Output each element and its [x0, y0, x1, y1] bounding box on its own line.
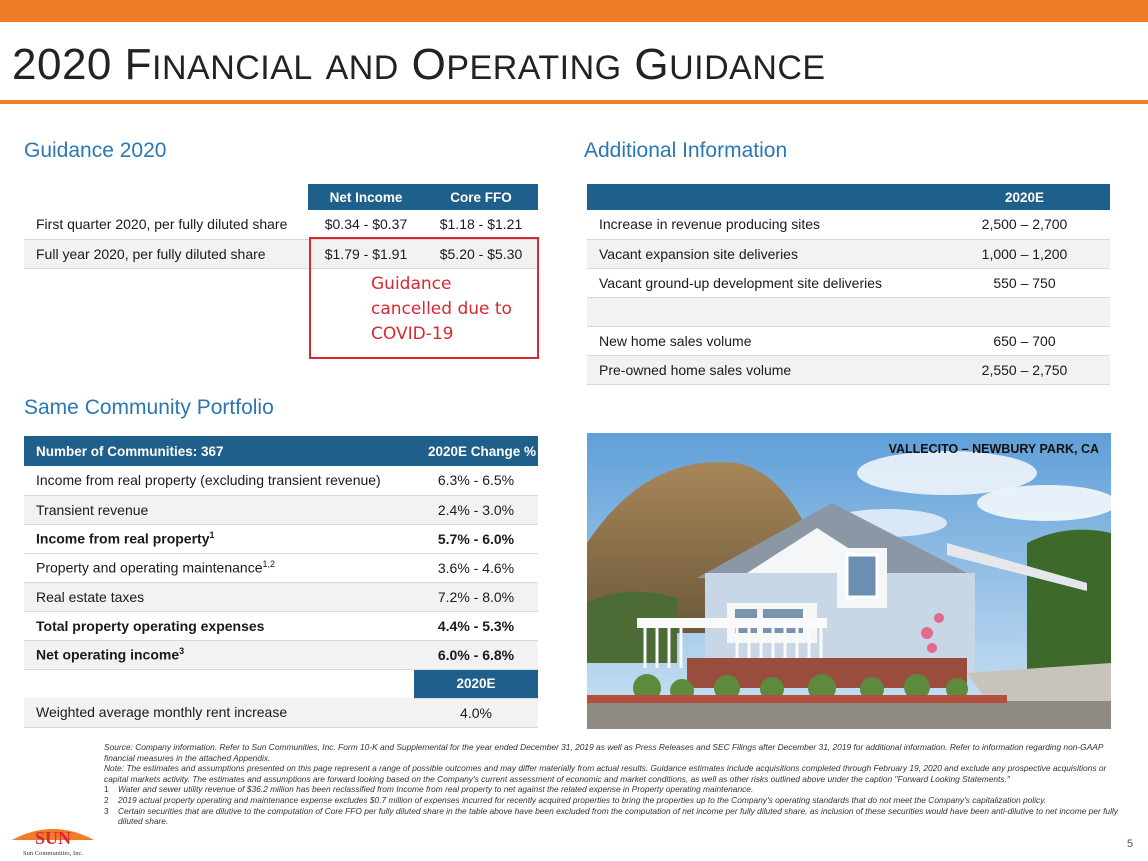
additional-header-2020e: 2020E: [939, 184, 1110, 210]
same-community-row-label: Real estate taxes: [24, 582, 414, 611]
additional-row-value: 2,500 – 2,700: [939, 210, 1110, 239]
footnote-item: 1 Water and sewer utility revenue of $36.2 million has been reclassified from Income from real property to net against the related expense in Property operating maintenance.: [104, 784, 754, 795]
table-row: [24, 524, 538, 553]
same-community-subheader-2020e: 2020E: [414, 669, 538, 698]
additional-info-table: [587, 184, 1110, 385]
table-row: [587, 210, 1110, 239]
same-community-row-value: 5.7% - 6.0%: [414, 524, 538, 553]
table-row: [24, 640, 538, 669]
same-community-row-value: 7.2% - 8.0%: [414, 582, 538, 611]
additional-row-value: 650 – 700: [939, 326, 1110, 355]
subheader-blank: [24, 669, 414, 698]
page-number: 5: [1127, 838, 1134, 850]
guidance-cancelled-note: Guidance cancelled due to COVID-19: [371, 274, 512, 344]
footnote-item: 3 Certain securities that are dilutive to the computation of Core FFO per fully diluted share in the table above have been excluded from the computation of net income per fully diluted share, as inclusion of these securities would have been anti-dilutive to net income per fully diluted share.: [104, 805, 1118, 827]
same-community-header-value: 2020E Change %: [414, 436, 538, 466]
table-row: [587, 355, 1110, 384]
rent-increase-label: Weighted average monthly rent increase: [24, 698, 414, 727]
same-community-row-label: Income from real property (excluding transient revenue): [24, 466, 414, 495]
additional-row-value: 1,000 – 1,200: [939, 239, 1110, 268]
same-community-row-value: 4.4% - 5.3%: [414, 611, 538, 640]
community-home-photo: [587, 433, 1111, 729]
additional-row-label: [587, 297, 939, 326]
top-accent-bar: [0, 0, 1148, 22]
footnote-ref: 1,2: [262, 559, 275, 570]
same-community-row-label: Transient revenue: [24, 495, 414, 524]
guidance-header-core-ffo: Core FFO: [424, 184, 538, 210]
same-community-row-value: 3.6% - 4.6%: [414, 553, 538, 582]
table-row: [587, 239, 1110, 268]
additional-row-label: Increase in revenue producing sites: [587, 210, 939, 239]
home-illustration: [587, 433, 1111, 729]
additional-header-row: [587, 184, 1110, 210]
additional-row-value: 550 – 750: [939, 268, 1110, 297]
table-row: [24, 582, 538, 611]
same-community-row-value: 2.4% - 3.0%: [414, 495, 538, 524]
table-row: [587, 297, 1110, 326]
table-row: [587, 268, 1110, 297]
sun-communities-logo: [8, 822, 98, 858]
guidance-net-income-value: $0.34 - $0.37: [308, 210, 424, 239]
guidance-header-row: [24, 184, 538, 210]
table-row: [24, 611, 538, 640]
guidance-net-income-value: $1.79 - $1.91: [308, 239, 424, 268]
additional-header-blank: [587, 184, 939, 210]
additional-row-label: Pre-owned home sales volume: [587, 355, 939, 384]
footnote-ref: 1: [209, 530, 215, 541]
table-row: [24, 553, 538, 582]
table-row: [24, 495, 538, 524]
same-community-section-title: Same Community Portfolio: [24, 396, 274, 419]
same-community-row-label: Net operating income$^3$: [24, 640, 414, 669]
page-title: 2020 FINANCIAL AND OPERATING GUIDANCE: [12, 40, 826, 89]
guidance-row-label: First quarter 2020, per fully diluted share: [24, 210, 308, 239]
guidance-header-blank: [24, 184, 308, 210]
same-community-subheader-row: [24, 669, 538, 698]
guidance-core-ffo-value: $5.20 - $5.30: [424, 239, 538, 268]
additional-row-label: New home sales volume: [587, 326, 939, 355]
additional-row-label: Vacant ground-up development site deliveries: [587, 268, 939, 297]
additional-section-title: Additional Information: [584, 139, 788, 162]
photo-caption: VALLECITO – NEWBURY PARK, CA: [888, 442, 1099, 456]
same-community-table: [24, 436, 538, 728]
table-row: [587, 326, 1110, 355]
note-text: Note: The estimates and assumptions presented on this page represent a range of possible outcomes and may differ materially from actual results. Guidance estimates include acquisitions completed through February 19, 2020 and exclude any prospective acquisitions or capital markets activity. The estimates and assumptions are forward looking based on the Company's current assessment of economic and market conditions, as well as other risks outlined above under the caption "Forward Looking Statements.": [104, 763, 1107, 784]
guidance-row-label: Full year 2020, per fully diluted share: [24, 239, 308, 268]
footnote-ref: 3: [179, 646, 185, 657]
guidance-core-ffo-value: $1.18 - $1.21: [424, 210, 538, 239]
footnotes: [104, 742, 1124, 827]
same-community-row-label: Total property operating expenses: [24, 611, 414, 640]
svg-text:Sun Communities, Inc.: Sun Communities, Inc.: [23, 850, 83, 857]
additional-row-value: [939, 297, 1110, 326]
same-community-header-label: Number of Communities: 367: [24, 436, 414, 466]
same-community-header-row: [24, 436, 538, 466]
table-row: [24, 210, 538, 239]
table-row: [24, 466, 538, 495]
same-community-row-label: Property and operating maintenance$^{1,2}$: [24, 553, 414, 582]
title-rule: [0, 100, 1148, 104]
source-note: Source: Company information. Refer to Sun Communities, Inc. Form 10-K and Supplemental for the year ended December 31, 2019 as well as Press Releases and SEC Filings after December 31, 2019 for additional information. Refer to information regarding non-GAAP financial measures in the attached Appendix.: [104, 742, 1104, 763]
guidance-section-title: Guidance 2020: [24, 139, 167, 162]
table-row: [24, 698, 538, 727]
svg-text:SUN: SUN: [34, 828, 72, 848]
rent-increase-value: 4.0%: [414, 698, 538, 727]
additional-row-value: 2,550 – 2,750: [939, 355, 1110, 384]
same-community-row-label: Income from real property$^1$: [24, 524, 414, 553]
guidance-header-net-income: Net Income: [308, 184, 424, 210]
same-community-row-value: 6.3% - 6.5%: [414, 466, 538, 495]
same-community-row-value: 6.0% - 6.8%: [414, 640, 538, 669]
footnote-item: 2 2019 actual property operating and maintenance expense excludes $0.7 million of expenses incurred for recently acquired properties to bring the properties up to the Company's operating standards that do not meet the Company's capitalization policy.: [104, 794, 1047, 805]
additional-row-label: Vacant expansion site deliveries: [587, 239, 939, 268]
